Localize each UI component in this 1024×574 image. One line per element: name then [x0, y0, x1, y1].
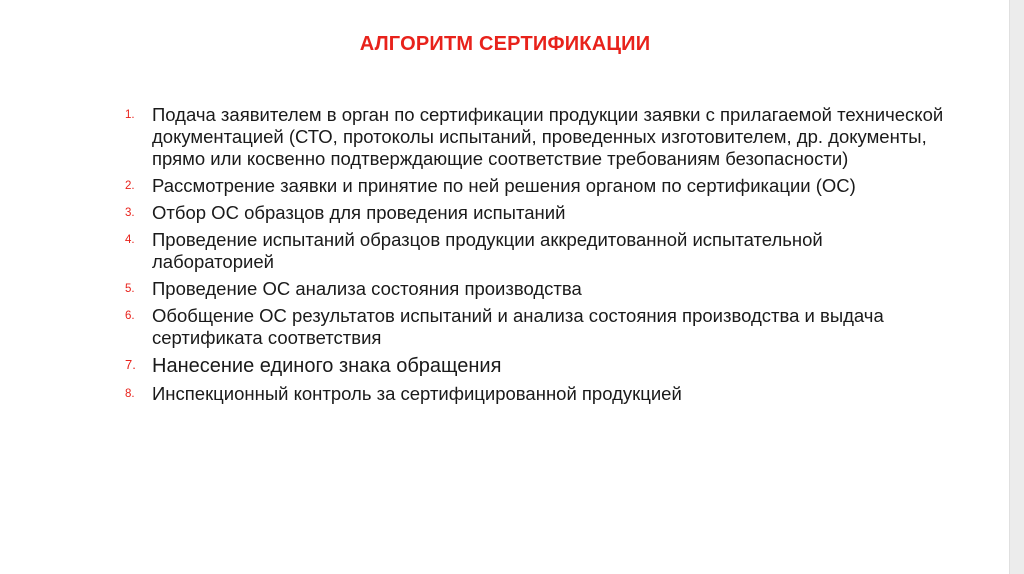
- step-number: 8.: [125, 388, 135, 400]
- step-number: 7.: [125, 357, 136, 372]
- step-text: Рассмотрение заявки и принятие по ней решения органом по сертификации (ОС): [152, 175, 856, 196]
- list-item: [125, 175, 945, 197]
- step-text: Отбор ОС образцов для проведения испытаний: [152, 202, 566, 223]
- step-number: 6.: [125, 310, 135, 322]
- step-number: 5.: [125, 283, 135, 295]
- step-text: Нанесение единого знака обращения: [152, 355, 502, 377]
- step-text: Обобщение ОС результатов испытаний и анализа состояния производства и выдача сертификата соответствия: [152, 305, 884, 348]
- step-number: 1.: [125, 109, 135, 121]
- list-item: [125, 104, 945, 170]
- scrollbar-track[interactable]: [1009, 0, 1024, 574]
- step-text: Инспекционный контроль за сертифицированной продукцией: [152, 383, 682, 404]
- steps-list: [125, 104, 945, 410]
- list-item: [125, 305, 945, 349]
- step-text: Проведение испытаний образцов продукции аккредитованной испытательной лабораторией: [152, 229, 823, 272]
- list-item: [125, 354, 945, 378]
- list-item: [125, 278, 945, 300]
- step-number: 4.: [125, 234, 135, 246]
- step-text: Проведение ОС анализа состояния производства: [152, 278, 582, 299]
- list-item: [125, 229, 945, 273]
- step-number: 2.: [125, 180, 135, 192]
- step-number: 3.: [125, 207, 135, 219]
- list-item: [125, 202, 945, 224]
- slide-title: АЛГОРИТМ СЕРТИФИКАЦИИ: [359, 33, 651, 55]
- list-item: [125, 383, 945, 405]
- step-text: Подача заявителем в орган по сертификации продукции заявки с прилагаемой технической документацией (СТО, протоколы испытаний, проведенных изготовителем, др. документы, прямо или косвенно подтверждающие соответствие требованиям безопасности): [152, 104, 944, 169]
